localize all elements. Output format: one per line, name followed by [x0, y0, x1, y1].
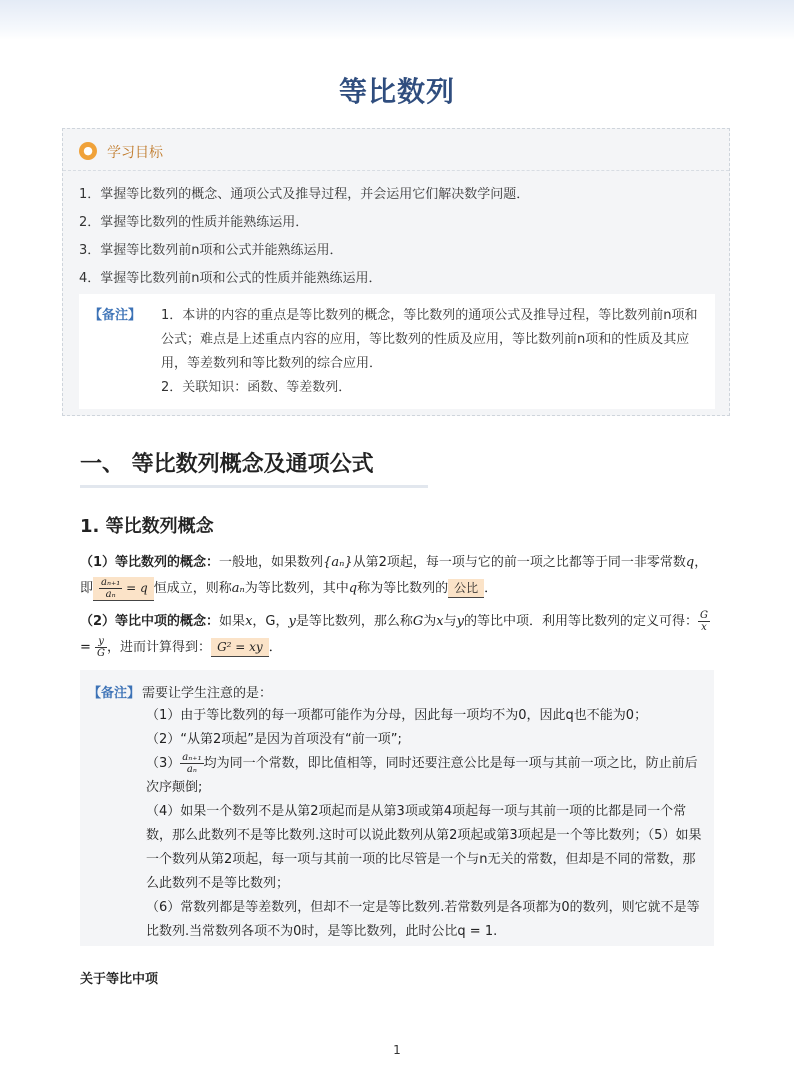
goal-item: 1．掌握等比数列的概念、通项公式及推导过程，并会运用它们解决数学问题． [79, 187, 530, 202]
goals-note [79, 294, 715, 409]
note-body [161, 304, 709, 400]
page-number: 1 [393, 1043, 401, 1057]
note-tag: 【备注】 [89, 308, 142, 323]
page-title: 等比数列 [338, 75, 455, 108]
goal-item: 3．掌握等比数列前n项和公式并能熟练运用． [79, 243, 343, 258]
about-heading: 关于等比中项 [80, 972, 159, 987]
subsection-heading: 1. 等比数列概念 [80, 516, 214, 537]
ratio-blank: $\frac{\text{aₙ₊₁}}{\text{aₙ}}$ = q [93, 577, 154, 601]
note-tag: 【备注】 [88, 686, 141, 701]
mean-label: （2）等比中项的概念： [80, 614, 220, 629]
section-heading: 一、 等比数列概念及通项公式 [80, 452, 374, 477]
common-ratio-blank: 公比 [448, 579, 484, 598]
mean-formula-blank: G² = xy [211, 638, 269, 657]
goals-title: 学习目标 [107, 145, 163, 161]
goal-item: 2．掌握等比数列的性质并能熟练运用． [79, 215, 309, 230]
note-point: （4）如果一个数列不是从第2项起而是从第3项或第4项起每一项与其前一项的比都是同一个常数，那么此数列不是等比数列.这时可以说此数列从第2项起或第3项起是一个等比数列；（5）如果一个数列从第2项起，每一项与其前一项的比尽管是一个与n无关的常数，但却是不同的常数，那么此数列不是等比数列； [146, 804, 702, 891]
note-point: （1）由于等比数列的每一项都可能作为分母，因此每一项均不为0，因此q也不能为0； [146, 708, 648, 723]
note-line: 1．本讲的内容的重点是等比数列的概念，等比数列的通项公式及推导过程，等比数列前n项和公式；难点是上述重点内容的应用，等比数列的性质及应用，等比数列前n项和的性质及其应用，等差数列和等比数列的综合应用． [161, 308, 698, 371]
ratio-fraction: $\frac{\text{aₙ₊₁}}{\text{aₙ}}$ [182, 752, 202, 775]
sequence-symbol: {aₙ} [323, 555, 353, 570]
note-point: （2）“从第2项起”是因为首项没有“前一项”; [146, 732, 402, 747]
header-band [0, 0, 794, 40]
lightbulb-icon: ● [79, 142, 97, 160]
note-point: （3） $\frac{\text{aₙ₊₁}}{\text{aₙ}}$ 均为同一个常数，即比值相等，同时还要注意公比是每一项与其前一项之比，防止前后次序颠倒; [146, 752, 698, 795]
learning-goals-box [62, 128, 730, 416]
note-intro: 需要让学生注意的是： [142, 686, 273, 701]
fraction-y-over-g: $\frac{y}{G}$ [97, 636, 106, 659]
goal-item: 4．掌握等比数列前n项和公式的性质并能熟练运用． [79, 271, 382, 286]
section-underline [80, 485, 428, 488]
note-body [146, 704, 702, 944]
concept-label: （1）等比数列的概念： [80, 555, 220, 570]
geometric-mean-paragraph: （2）等比中项的概念：如果x，G，y是等比数列，那么称G为x与y的等比中项．利用等比数列的定义可得： $\frac{G}{x}$ = $\frac{y}{G}$ ，进而计算得到： G² = xy ． [80, 610, 708, 659]
note-point: （6）常数列都是等差数列，但却不一定是等比数列.若常数列是各项都为0的数列，则它就不是等比数列.当常数列各项不为0时，是等比数列，此时公比q = 1. [146, 900, 700, 939]
fraction-g-over-x: $\frac{G}{x}$ [700, 610, 708, 633]
goals-header [63, 129, 729, 171]
teacher-note-box [80, 670, 714, 946]
note-line: 2．关联知识：函数、等差数列． [161, 380, 352, 395]
concept-paragraph: （1）等比数列的概念：一般地，如果数列{aₙ}从第2项起，每一项与它的前一项之比都等于同一非零常数q，即 $\frac{\text{aₙ₊₁}}{\text{aₙ}}$ = q 恒成立，则称aₙ为等比数列，其中q称为等比数列的 公比 ． [80, 555, 708, 600]
goal-list [79, 181, 715, 293]
ratio-fraction: $\frac{\text{aₙ₊₁}}{\text{aₙ}}$ [101, 577, 121, 600]
